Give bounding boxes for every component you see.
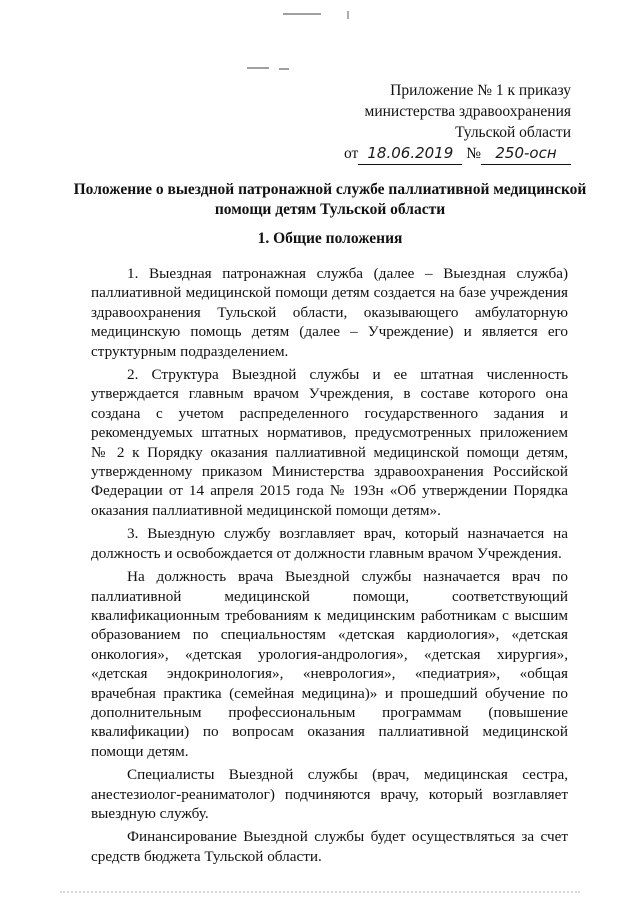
header-line: Приложение № 1 к приказу [390,82,571,99]
scan-artifact [279,68,289,70]
paragraph: Финансирование Выездной службы будет осуществляться за счет средств бюджета Тульской области. [91,828,568,865]
paragraph: На должность врача Выездной службы назначается врач по паллиативной медицинской помощи, соответствующий квалификационным требованиям к медицинским работникам с высшим образованием по специальностям «детская кардиология», «детская онкология», «детская урология-андрология», «детская хирургия», «детская эндокринология», «неврология», «педиатрия», «общая врачебная практика (семейная медицина)» и прошедший обучение по дополнительным профессиональным программам (повышение квалификации) по вопросам оказания паллиативной медицинской помощи детям. [91,568,568,760]
paragraph: 2. Структура Выездной службы и ее штатная численность утверждается главным врачом Учреждения, в составе которого она создана с учетом распределенного государственного задания и рекомендуемых штатных нормативов, предусмотренных приложением № 2 к Порядку оказания паллиативной медицинской помощи детям, утвержденному приказом Министерства здравоохранения Российской Федерации от 14 апреля 2015 года № 193н «Об утверждении Порядка оказания паллиативной медицинской помощи детям». [91,366,568,519]
scan-artifact [283,13,321,15]
paragraph: Специалисты Выездной службы (врач, медицинская сестра, анестезиолог-реаниматолог) подчиняются врачу, который возглавляет выездную службу. [91,766,568,822]
document-body [91,264,568,870]
document-header [344,80,571,165]
paragraph: 3. Выездную службу возглавляет врач, который назначается на должность и освобождается от должности главным врачом Учреждения. [91,525,568,562]
paragraph: 1. Выездная патронажная служба (далее – Выездная служба) паллиативной медицинской помощи детям создается на базе учреждения здравоохранения Тульской области, оказывающего амбулаторную медицинскую помощь детям (далее – Учреждение) и является его структурным подразделением. [91,265,568,360]
date-prefix: от [344,145,359,162]
scan-artifact [60,888,580,893]
section-heading: 1. Общие положения [257,230,403,247]
order-date: 18.06.2019 [358,143,462,165]
order-date-line [344,143,571,165]
header-line: министерства здравоохранения [364,103,571,120]
header-line: Тульской области [455,124,571,141]
scan-artifact [347,11,349,19]
document-title: Положение о выездной патронажной службе паллиативной медицинской помощи детям Тульской области [73,181,587,218]
scan-artifact [247,67,269,69]
number-prefix: № [466,145,481,162]
order-number: 250-осн [481,143,571,165]
